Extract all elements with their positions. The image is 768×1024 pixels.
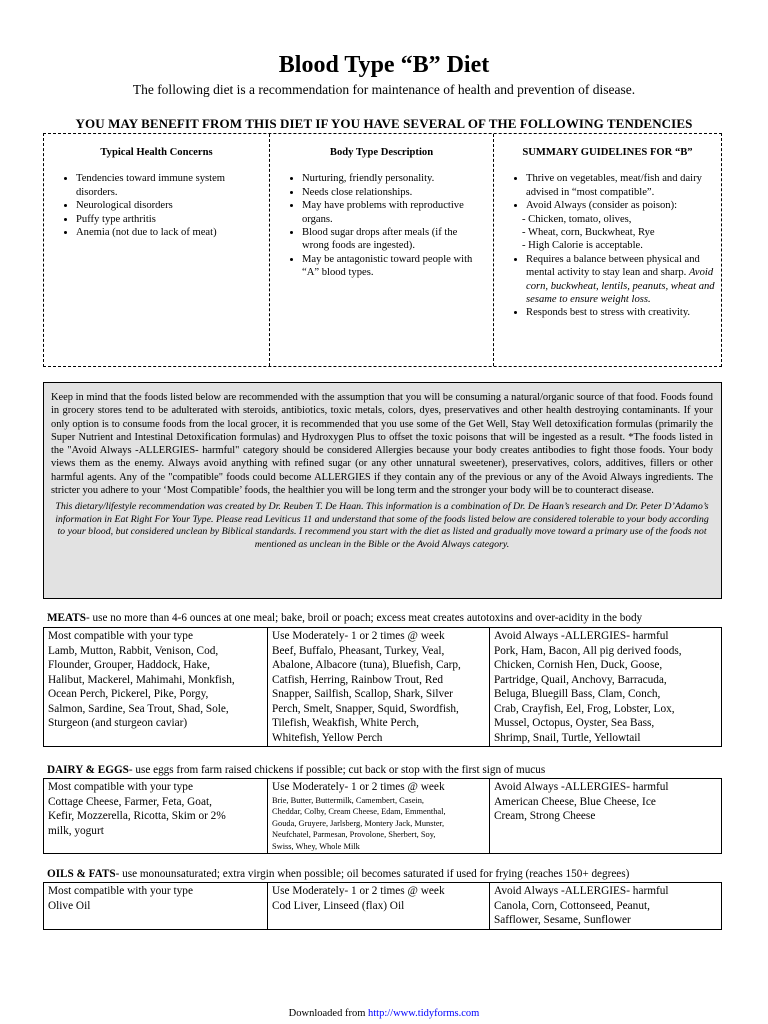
avoid-cell [490, 883, 722, 930]
cell-line: Partridge, Quail, Anchovy, Barracuda, [494, 673, 667, 686]
list-item [526, 253, 715, 307]
notice-body: Keep in mind that the foods listed below are recommended with the assumption that you will be consuming a natural/organic source of that food. Foods found in grocery stores tend to be adulterated with steroids, antibiotics, toxic metals, colors, dyes, preservatives and other health destroying contaminants. If your only option is to consume foods from the local grocer, it is recommended that you use some of the Get Well, Stay Well detoxification formulas (primarily the Super Nutrient and Intestinal Detoxification formulas) and Hydroxygen Plus to offset the toxic poisons that will be ingested as a result. *The foods listed in the "Avoid Always -ALLERGIES- harmful" category should be considered Allergies because your body creates antibodies to fight those foods. Your body views them as the enemy. Always avoid anything with refined sugar (or any other unnatural sweetener), preservatives, colors, additives, fillers or other harmful agents. Any of the "compatible" foods could become ALLERGIES if they contain any of the previous or any of the Avoid Always ingredients. The stricter you adhere to your ‘Most Compatible’ foods, the healthier you will be long term and the stronger your body will be to counteract disease. [51, 392, 713, 497]
list-item: • Anemia (not due to lack of meat) [76, 226, 263, 239]
cell-line: Lamb, Mutton, Rabbit, Venison, Cod, [48, 644, 219, 657]
cell-line: Cream, Strong Cheese [494, 810, 596, 822]
guidelines-column [493, 134, 721, 366]
table-row [44, 883, 722, 930]
cell-line-small: Brie, Butter, Buttermilk, Camembert, Casein, [272, 795, 425, 805]
cell-line: Kefir, Mozzerella, Ricotta, Skim or 2% [48, 810, 226, 822]
cell-line: Flounder, Grouper, Haddock, Hake, [48, 659, 210, 671]
list-item-text: Avoid Always (consider as poison): [526, 200, 678, 212]
cell-line: Crab, Crayfish, Eel, Frog, Lobster, Lox, [494, 702, 675, 715]
cell-line: Shrimp, Snail, Turtle, Yellowtail [494, 731, 641, 744]
list-item: • Responds best to stress with creativity. [526, 306, 715, 319]
cell-line: Beef, Buffalo, Pheasant, Turkey, Veal, [272, 644, 445, 657]
meats-note: - use no more than 4-6 ounces at one meal; bake, broil or poach; excess meat creates autotoxins and over-acidity in the body [85, 612, 643, 624]
moderate-cell [268, 779, 490, 854]
guidelines-heading: SUMMARY GUIDELINES FOR “B” [522, 147, 693, 158]
sub-item: - High Calorie is acceptable. [522, 240, 643, 252]
cell-line: Ocean Perch, Pickerel, Pike, Porgy, [48, 688, 209, 700]
footer-link[interactable]: http://www.tidyforms.com [368, 1008, 480, 1019]
table-row [44, 779, 722, 854]
body-type-list [276, 172, 487, 279]
cell-line: Olive Oil [48, 899, 91, 912]
list-item: • Thrive on vegetables, meat/fish and dairy advised in “most compatible”. [526, 172, 715, 199]
cell-line: Whitefish, Yellow Perch [272, 731, 383, 744]
list-item: • Neurological disorders [76, 199, 263, 212]
cell-line: milk, yogurt [48, 824, 104, 837]
oils-heading [47, 868, 629, 880]
oils-table [43, 882, 722, 930]
cell-line: Most compatible with your type [48, 781, 193, 793]
table-row [44, 628, 722, 747]
oils-note: - use monounsaturated; extra virgin when possible; oil becomes saturated if used for frying (reaches 150+ degrees) [115, 868, 630, 880]
cell-line: Salmon, Sardine, Sea Trout, Shad, Sole, [48, 702, 229, 715]
meats-heading [47, 612, 642, 624]
cell-line: Sturgeon (and sturgeon caviar) [48, 717, 188, 729]
cell-line-small: Swiss, Whey, Whole Milk [272, 841, 360, 851]
dairy-label: DAIRY & EGGS [47, 764, 129, 776]
list-item: • Blood sugar drops after meals (if the wrong foods are ingested). [302, 226, 487, 253]
cell-line: Chicken, Cornish Hen, Duck, Goose, [494, 659, 663, 671]
health-concerns-column [44, 134, 269, 366]
page-title: Blood Type “B” Diet [278, 52, 490, 78]
cell-line: American Cheese, Blue Cheese, Ice [494, 795, 656, 808]
cell-line: Use Moderately- 1 or 2 times @ week [272, 630, 445, 642]
moderate-cell [268, 628, 490, 747]
cell-line: Catfish, Herring, Rainbow Trout, Red [272, 673, 444, 686]
sub-item: - Wheat, corn, Buckwheat, Rye [522, 227, 655, 239]
list-item: • Nurturing, friendly personality. [302, 172, 487, 185]
cell-line: Tilefish, Weakfish, White Perch, [272, 717, 419, 729]
sub-item: - Chicken, tomato, olives, [522, 213, 632, 225]
meats-label: MEATS [47, 612, 86, 624]
dairy-note: - use eggs from farm raised chickens if possible; cut back or stop with the first sign of mucus [128, 764, 546, 776]
cell-line: Most compatible with your type [48, 630, 193, 642]
compatible-cell [44, 883, 268, 930]
cell-line: Pork, Ham, Bacon, All pig derived foods, [494, 644, 682, 657]
cell-line: Use Moderately- 1 or 2 times @ week [272, 781, 445, 793]
compatible-cell [44, 628, 268, 747]
list-item: • Puffy type arthritis [76, 213, 263, 226]
cell-line-small: Neufchatel, Parmesan, Provolone, Sherbert, Soy, [272, 830, 436, 839]
cell-line: Canola, Corn, Cottonseed, Peanut, [494, 899, 650, 912]
cell-line: Cod Liver, Linseed (flax) Oil [272, 899, 405, 912]
cell-line-small: Cheddar, Colby, Cream Cheese, Edam, Emmenthal, [272, 807, 446, 816]
oils-label: OILS & FATS [47, 868, 116, 880]
list-item-text: Requires a balance between physical and mental activity to stay lean and sharp. [526, 253, 700, 279]
cell-line: Mussel, Octopus, Oyster, Sea Bass, [494, 717, 655, 729]
cell-line: Avoid Always -ALLERGIES- harmful [494, 630, 669, 642]
list-item: • Tendencies toward immune system disorders. [76, 172, 263, 199]
cell-line: Perch, Smelt, Snapper, Squid, Swordfish, [272, 702, 459, 715]
compatible-cell [44, 779, 268, 854]
avoid-cell [490, 628, 722, 747]
page-subtitle: The following diet is a recommendation for maintenance of health and prevention of disease. [132, 82, 636, 97]
notice-box [43, 382, 722, 599]
cell-line: Halibut, Mackerel, Mahimahi, Monkfish, [48, 673, 235, 686]
body-type-heading: Body Type Description [329, 147, 434, 158]
body-type-column [269, 134, 493, 366]
cell-line: Avoid Always -ALLERGIES- harmful [494, 781, 669, 793]
list-item: • Needs close relationships. [302, 186, 487, 199]
summary-box [43, 133, 722, 367]
guidelines-list [500, 172, 715, 319]
avoid-cell [490, 779, 722, 854]
list-item [522, 199, 715, 253]
cell-line: Most compatible with your type [48, 885, 193, 897]
cell-line: Abalone, Albacore (tuna), Bluefish, Carp, [272, 659, 461, 671]
cell-line: Avoid Always -ALLERGIES- harmful [494, 885, 669, 897]
cell-line-small: Gouda, Gruyere, Jarlsberg, Montery Jack, Munster, [272, 818, 445, 828]
cell-line: Beluga, Bluegill Bass, Clam, Conch, [494, 688, 661, 700]
dairy-heading [47, 764, 545, 776]
footer [0, 1008, 768, 1019]
list-item-italic: Avoid corn, buckwheat, lentils, peanuts, wheat and sesame to ensure weight loss. [526, 267, 715, 306]
meats-table [43, 627, 722, 747]
health-concerns-heading: Typical Health Concerns [100, 147, 213, 158]
dairy-table [43, 778, 722, 854]
health-concerns-list [50, 172, 263, 239]
tendency-heading: YOU MAY BENEFIT FROM THIS DIET IF YOU HAVE SEVERAL OF THE FOLLOWING TENDENCIES [75, 116, 693, 131]
footer-text: Downloaded from [288, 1008, 366, 1019]
cell-line: Cottage Cheese, Farmer, Feta, Goat, [48, 795, 212, 808]
list-item: • May be antagonistic toward people with “A” blood types. [302, 253, 487, 280]
cell-line: Snapper, Sailfish, Scallop, Shark, Silver [272, 688, 453, 700]
notice-credit: This dietary/lifestyle recommendation was created by Dr. Reuben T. De Haan. This information is a combination of Dr. De Haan’s research and Dr. Peter D’Adamo’s information in Eat Right For Your Type. Please read Leviticus 11 and understand that some of the foods listed below are considered tolerable to your body according to your blood, but considered unclean by Biblical standards. I recommend you start with the diet as listed and gradually move toward a primary use of the foods not mentioned as unclean in the Bible or the Avoid Always category. [55, 501, 709, 550]
cell-line: Use Moderately- 1 or 2 times @ week [272, 885, 445, 897]
moderate-cell [268, 883, 490, 930]
cell-line: Safflower, Sesame, Sunflower [494, 914, 631, 926]
list-item: • May have problems with reproductive organs. [302, 199, 487, 226]
